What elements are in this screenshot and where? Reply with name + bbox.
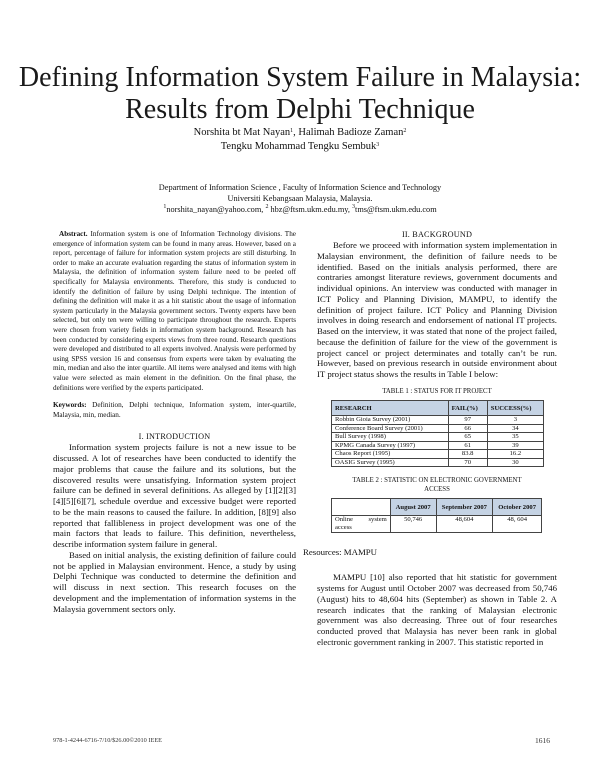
affiliation-block — [0, 182, 600, 215]
table-2-header-october: October 2007 — [493, 499, 542, 516]
table-2-row-label: Online system access — [332, 516, 391, 533]
table-cell: 3 — [487, 416, 543, 425]
table-cell: Chaos Report (1995) — [332, 450, 449, 459]
footer-isbn: 978-1-4244-6716-7/10/$26.00©2010 IEEE — [53, 737, 163, 744]
title-line-1: Defining Information System Failure in Malaysia: — [18, 62, 582, 93]
author-1-sup: 1 — [290, 128, 294, 134]
table-cell: 61 — [448, 441, 487, 450]
table-1 — [331, 400, 544, 467]
table-cell: 97 — [448, 416, 487, 425]
table-cell: 30 — [487, 458, 543, 467]
background-paragraph-1: Before we proceed with information system implementation in Malaysian environment, the definition of failure needs to be identified. Based on the initials analysis performed, there are contraries amongst literature reviews, government documents and individual opinions. An interview was conducted with manager in ICT Policy and Planning Division, MAMPU, to identify the definition of project failure. ICT Policy and Planning Division involves in doing research and endorsement of national IT projects. Based on the interview, it was stated that none of the project failed, because the definition of failure for the view of the government is project cancel or project determinates and totally can’t be run. However, based on previous research in outside environment about IT project status shows the results in Table I below: — [317, 240, 557, 379]
table-cell: Robbin Gioia Survey (2001) — [332, 416, 449, 425]
table-cell: 65 — [448, 433, 487, 442]
author-3: Tengku Mohammad Tengku Sembuk — [220, 141, 377, 152]
email-3-sup: 3 — [352, 204, 356, 210]
table-row — [332, 516, 542, 533]
abstract-text: Information system is one of Information Technology divisions. The emergence of information system can be found in many areas. However, based on a report, percentage of failure for information system projects are still disturbing. In order to make an accurate evaluation regarding the status of information system in Malaysia, the definition of information system failure need to be peeled off specifically for Malaysia environments. Therefore, this study is conducted to identify the definition of failure by using Delphi technique. The intention of defining the definition will make it as a hit statistic about the usage of information system particularly in the Malaysia government sectors. Twenty experts have been selected, but only ten were willing to participate throughout the research. Experts were chosen from variety fields in information system background. Research has been conducted by considering experts views from three round. Research questions were developed and distributed to all experts involved. Analysis were performed by using SPSS version 16 and consensus from experts were taken by evaluating the min, median and also the inter quartile. All items were analysed and items with high value were selected as main element in the definition. On the final phase, the definitions were verified by the experts participated. — [53, 230, 296, 392]
table-cell: KPMG Canada Survey (1997) — [332, 441, 449, 450]
page-number: 1616 — [535, 736, 550, 745]
table-cell: 66 — [448, 424, 487, 433]
table-cell: 39 — [487, 441, 543, 450]
table-row — [332, 416, 544, 425]
table-row — [332, 433, 544, 442]
abstract — [53, 230, 296, 393]
table-2-header-september: September 2007 — [436, 499, 493, 516]
table-cell: 16.2 — [487, 450, 543, 459]
table-2 — [331, 498, 542, 533]
authors-line-2 — [0, 140, 600, 154]
keywords — [53, 401, 296, 420]
table-2-caption-line-2: ACCESS — [424, 485, 450, 493]
table-cell: 70 — [448, 458, 487, 467]
table-cell: 35 — [487, 433, 543, 442]
paper-title — [0, 62, 600, 126]
table-row — [332, 458, 544, 467]
email-1-sup: 1 — [163, 204, 167, 210]
authors-line-1 — [0, 126, 600, 140]
keywords-text: Definition, Delphi technique, Information system, inter-quartile, Malaysia, min, median. — [53, 401, 296, 419]
table-cell: OASIG Survey (1995) — [332, 458, 449, 467]
intro-paragraph-1: Information system projects failure is not a new issue to be discussed. A lot of researches have been conducted to identify the major problems that cause the failure and its solutions, but the discovered results were unsatisfying. Information system project failure can be defined in several definitions. As alleged by [1][2][3][4][5][6][7], schedule overdue and excessive budget were reported to be the main reasons to caused the failure. In addition, [8][9] also reported that fallibleness in project development was one of the main factors that leads to failure. This definition, nevertheless, describe information system failure in general. — [53, 442, 296, 550]
author-1: Norshita bt Mat Nayan — [193, 127, 291, 138]
intro-paragraph-2: Based on initial analysis, the existing definition of failure could not be applied in Malaysian environment. Hence, a study by using Delphi Technique was conducted to determine the definition and will discuss in next section. This research focuses on the development and the implementation of information systems in the Malaysia government sectors only. — [53, 549, 296, 614]
table-cell: Conference Board Survey (2001) — [332, 424, 449, 433]
affiliation-line-1: Department of Information Science , Faculty of Information Science and Technology — [158, 183, 442, 192]
title-line-2: Results from Delphi Technique — [125, 94, 475, 125]
left-column — [53, 230, 296, 614]
author-2-sup: 2 — [403, 128, 407, 134]
table-cell: 48, 604 — [493, 516, 542, 533]
email-2-sup: 2 — [265, 204, 269, 210]
section-heading-background: II. BACKGROUND — [401, 230, 473, 239]
keywords-label: Keywords: — [53, 401, 87, 410]
table-row — [332, 450, 544, 459]
table-2-caption-line-1: TABLE 2 : STATISTIC ON ELECTRONIC GOVERNMENT — [352, 477, 522, 485]
authors-block — [0, 126, 600, 154]
table-2-header-row — [332, 499, 542, 516]
section-heading-introduction: I. INTRODUCTION — [138, 432, 211, 442]
background-paragraph-2: MAMPU [10] also reported that hit statistic for government systems for August until October 2007 was decreased from 50,746 (August) hits to 48,604 hits (September) as shown in Table 2. A research indicates that the ranking of Malaysian electronic government was also decreasing. Three out of four researches conducted proved that Malaysia has never been rank in global electronic government ranking in 2007. This statistic reported in — [317, 572, 557, 647]
table-2-header-august: August 2007 — [390, 499, 436, 516]
author-2: , Halimah Badioze Zaman — [293, 127, 404, 138]
table-1-header-fail: FAIL(%) — [448, 401, 487, 416]
table-cell: Bull Survey (1998) — [332, 433, 449, 442]
table-cell: 50,746 — [390, 516, 436, 533]
table-1-caption: TABLE 1 : STATUS FOR IT PROJECT — [382, 387, 492, 395]
table-2-caption — [317, 477, 557, 494]
table-cell: 83.8 — [448, 450, 487, 459]
author-3-sup: 3 — [376, 142, 380, 148]
table-1-header-success: SUCCESS(%) — [487, 401, 543, 416]
email-1: norshita_nayan@yahoo.com, — [166, 205, 266, 214]
affiliation-line-2: Universiti Kebangsaan Malaysia, Malaysia. — [227, 194, 373, 203]
emails-line — [0, 204, 600, 215]
table-cell: 34 — [487, 424, 543, 433]
table-row — [332, 441, 544, 450]
email-3: tms@ftsm.ukm.edu.com — [355, 205, 437, 214]
right-column — [303, 230, 557, 648]
email-2: hbz@ftsm.ukm.edu.my, — [268, 205, 353, 214]
abstract-label: Abstract. — [59, 230, 88, 238]
table-row — [332, 424, 544, 433]
resources-note: Resources: MAMPU — [303, 547, 378, 558]
table-1-header-research: RESEARCH — [332, 401, 449, 416]
table-2-header-empty — [332, 499, 391, 516]
table-1-header-row — [332, 401, 544, 416]
table-cell: 48,604 — [436, 516, 493, 533]
